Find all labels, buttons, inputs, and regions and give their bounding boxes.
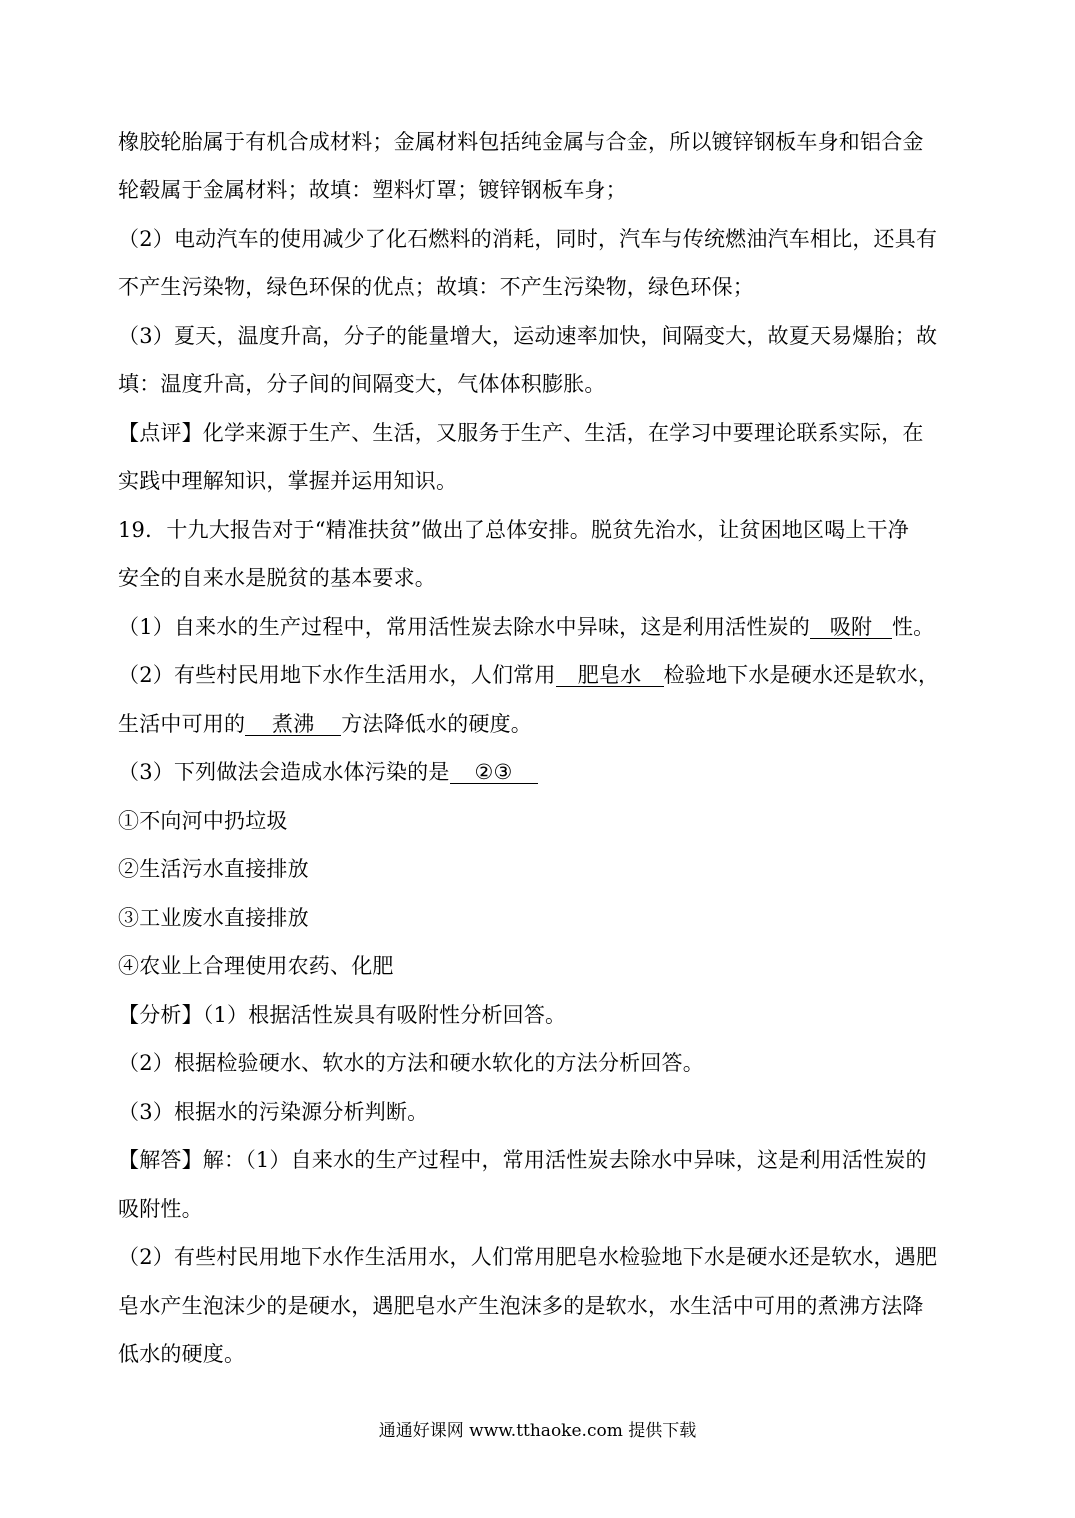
analysis-line: （3）根据水的污染源分析判断。	[118, 1100, 429, 1124]
text-line: （3）夏天，温度升高，分子的能量增大，运动速率加快，间隔变大，故夏天易爆胎；故	[118, 324, 938, 348]
question-2-text: （2）有些村民用地下水作生活用水，人们常用	[118, 663, 556, 687]
question-2-cont	[118, 712, 532, 736]
question-2-cont-text: 生活中可用的	[118, 712, 246, 736]
text-line: 橡胶轮胎属于有机合成材料；金属材料包括纯金属与合金，所以镀锌钢板车身和铝合金	[118, 130, 924, 154]
analysis-line: 【分析】（1）根据活性炭具有吸附性分析回答。	[118, 1003, 567, 1027]
text-line: 轮毂属于金属材料；故填：塑料灯罩；镀锌钢板车身；	[118, 178, 627, 202]
text-line: 填：温度升高，分子间的间隔变大，气体体积膨胀。	[118, 372, 606, 396]
page-footer: 通通好课网 www.tthaoke.com 提供下载	[378, 1421, 697, 1441]
question-1	[118, 615, 934, 639]
question-2	[118, 663, 939, 687]
answer-blank-3: 煮沸	[245, 713, 341, 736]
option-item: ①不向河中扔垃圾	[118, 809, 288, 833]
answer-line: 低水的硬度。	[118, 1342, 246, 1366]
text-line: （2）电动汽车的使用减少了化石燃料的消耗，同时，汽车与传统燃油汽车相比，还具有	[118, 227, 938, 251]
question-2-cont-tail: 方法降低水的硬度。	[341, 712, 533, 736]
option-item: ④农业上合理使用农药、化肥	[118, 954, 394, 978]
question-3-text: （3）下列做法会造成水体污染的是	[118, 760, 450, 784]
answer-line: 皂水产生泡沫少的是硬水，遇肥皂水产生泡沫多的是软水，水生活中可用的煮沸方法降	[118, 1294, 924, 1318]
question-1-text: （1）自来水的生产过程中，常用活性炭去除水中异味，这是利用活性炭的	[118, 615, 810, 639]
analysis-line: （2）根据检验硬水、软水的方法和硬水软化的方法分析回答。	[118, 1051, 704, 1075]
answer-blank-4: ②③	[450, 761, 538, 784]
answer-blank-2: 肥皂水	[556, 664, 664, 687]
question-2-tail: 检验地下水是硬水还是软水，	[663, 663, 940, 687]
question-title: 安全的自来水是脱贫的基本要求。	[118, 566, 436, 590]
question-title: 19．十九大报告对于“精准扶贫”做出了总体安排。脱贫先治水，让贫困地区喝上干净	[118, 518, 909, 542]
answer-line: 吸附性。	[118, 1197, 203, 1221]
answer-line: 【解答】解：（1）自来水的生产过程中，常用活性炭去除水中异味，这是利用活性炭的	[118, 1148, 927, 1172]
question-3	[118, 760, 538, 784]
comment-line: 实践中理解知识，掌握并运用知识。	[118, 469, 458, 493]
question-1-tail: 性。	[891, 615, 935, 639]
comment-line: 【点评】化学来源于生产、生活，又服务于生产、生活，在学习中要理论联系实际，在	[118, 421, 924, 445]
answer-line: （2）有些村民用地下水作生活用水，人们常用肥皂水检验地下水是硬水还是软水，遇肥	[118, 1245, 938, 1269]
text-line: 不产生污染物，绿色环保的优点；故填：不产生污染物，绿色环保；	[118, 275, 754, 299]
answer-blank-1: 吸附	[810, 616, 892, 639]
option-item: ②生活污水直接排放	[118, 857, 309, 881]
option-item: ③工业废水直接排放	[118, 906, 309, 930]
